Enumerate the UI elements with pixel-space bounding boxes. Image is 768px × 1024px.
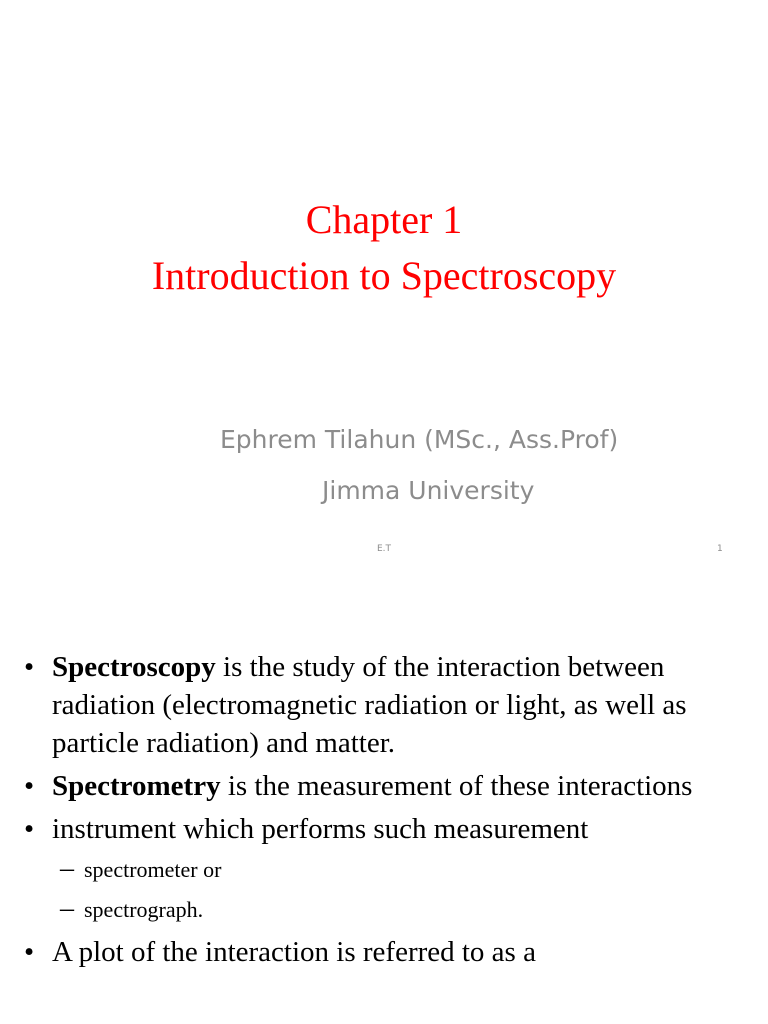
slide-title [0,192,768,304]
title-chapter: Chapter 1 [305,197,463,242]
bullet-icon: • [24,813,35,845]
term-spectrometry: Spectrometry [52,770,221,802]
bullet-spectroscopy [24,648,724,762]
bullet-spectrometry [24,767,724,805]
title-topic: Introduction to Spectroscopy [151,253,617,298]
definition-spectrometry: is the measurement of these interactions [220,770,693,802]
definition-spectroscopy: is the study of the interaction between radiation (electromagnetic radiation or light, as well as particle radiation) and matter. [52,651,687,759]
bullet-instrument [24,810,724,848]
bullet-icon: • [24,770,35,802]
sub-bullet-spectrometer [24,853,724,887]
content-slide [0,608,768,1024]
dash-icon: – [60,893,74,924]
instrument-text: instrument which performs such measurement [52,813,589,845]
bullet-icon: • [24,651,35,683]
bullet-icon: • [24,936,35,968]
sub-bullet-text: spectrometer or [84,857,222,882]
bullet-plot [24,933,724,971]
plot-text: A plot of the interaction is referred to as a [52,936,536,968]
sub-bullet-spectrograph [24,893,724,927]
sub-bullet-text: spectrograph. [84,897,204,922]
page-number: 1 [717,544,723,554]
author-name: Ephrem Tilahun (MSc., Ass.Prof) [220,425,619,454]
term-spectroscopy: Spectroscopy [52,651,216,683]
bullet-list [24,648,724,976]
institution-name: Jimma University [322,476,535,505]
dash-icon: – [60,853,74,884]
footer-initials: E.T [377,544,392,554]
